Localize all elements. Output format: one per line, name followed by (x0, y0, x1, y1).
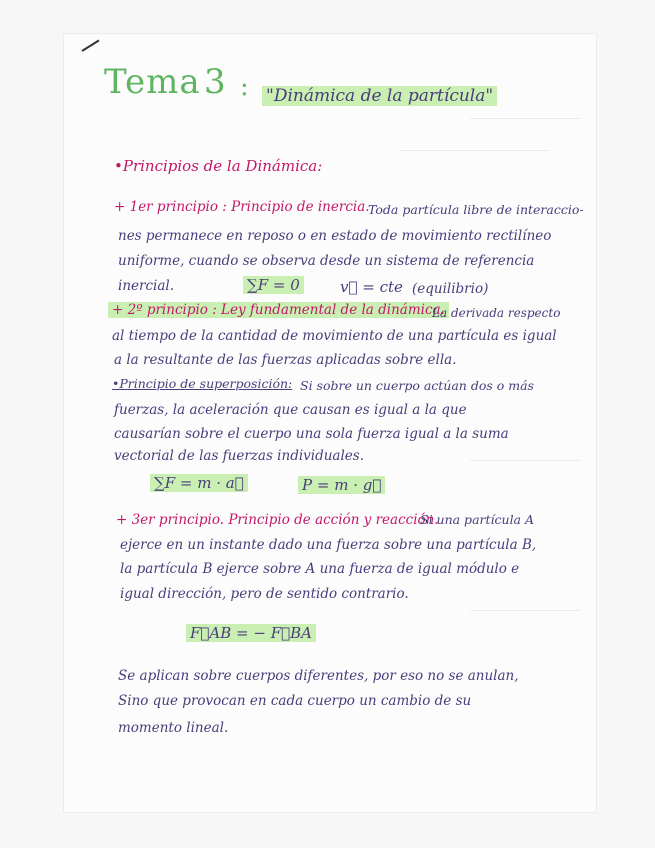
third-principle-line: igual dirección, pero de sentido contrario. (120, 586, 409, 602)
first-principle-line: inercial. (118, 278, 174, 294)
title-subtitle: "Dinámica de la partícula" (262, 86, 497, 106)
constant-velocity-equation: v⃗ = cte (340, 278, 403, 296)
title-number: 3 (204, 62, 226, 102)
title-tema: Tema (104, 62, 201, 102)
second-principle-line: al tiempo de la cantidad de movimiento de una partícula es igual (112, 328, 557, 344)
title-colon: : (240, 72, 249, 102)
second-principle-line: a la resultante de las fuerzas aplicadas sobre ella. (114, 352, 457, 368)
first-principle-label: + 1er principio : Principio de inercia. (114, 199, 370, 215)
closing-line: Sino que provocan en cada cuerpo un cambio de su (118, 693, 472, 709)
weight-equation: P = m · g⃗ (298, 476, 385, 494)
second-principle-line: La derivada respecto (432, 306, 561, 320)
second-principle-label: + 2º principio : Ley fundamental de la dinámica. (108, 302, 449, 318)
net-force-equation: ∑F = m · a⃗ (150, 474, 248, 492)
equilibrium-force-equation: ∑F = 0 (243, 276, 304, 294)
superposition-line: vectorial de las fuerzas individuales. (114, 448, 365, 464)
first-principle-line: uniforme, cuando se observa desde un sistema de referencia (118, 253, 535, 269)
closing-line: Se aplican sobre cuerpos diferentes, por eso no se anulan, (118, 668, 519, 684)
third-principle-label: + 3er principio. Principio de acción y reacción. (116, 512, 439, 528)
superposition-line: Si sobre un cuerpo actúan dos o más (300, 378, 534, 393)
equilibrium-note: (equilibrio) (412, 281, 489, 297)
bleed-through-line (470, 610, 580, 611)
closing-line: momento lineal. (118, 720, 229, 736)
superposition-line: fuerzas, la aceleración que causan es igual a la que (114, 402, 467, 418)
bleed-through-line (400, 150, 550, 151)
third-principle-line: la partícula B ejerce sobre A una fuerza de igual módulo e (120, 561, 520, 577)
superposition-label: •Principio de superposición: (112, 376, 293, 391)
third-principle-line: Si una partícula A (420, 512, 535, 527)
superposition-line: causarían sobre el cuerpo una sola fuerza igual a la suma (114, 426, 509, 442)
action-reaction-equation: F⃗AB = − F⃗BA (186, 624, 316, 642)
third-principle-line: ejerce en un instante dado una fuerza sobre una partícula B, (120, 537, 537, 553)
bleed-through-line (470, 118, 580, 119)
first-principle-line: nes permanece en reposo o en estado de movimiento rectilíneo (118, 228, 552, 244)
bleed-through-line (470, 460, 580, 461)
first-principle-line: Toda partícula libre de interaccio- (368, 202, 584, 217)
section-heading: •Principios de la Dinámica: (114, 157, 323, 175)
